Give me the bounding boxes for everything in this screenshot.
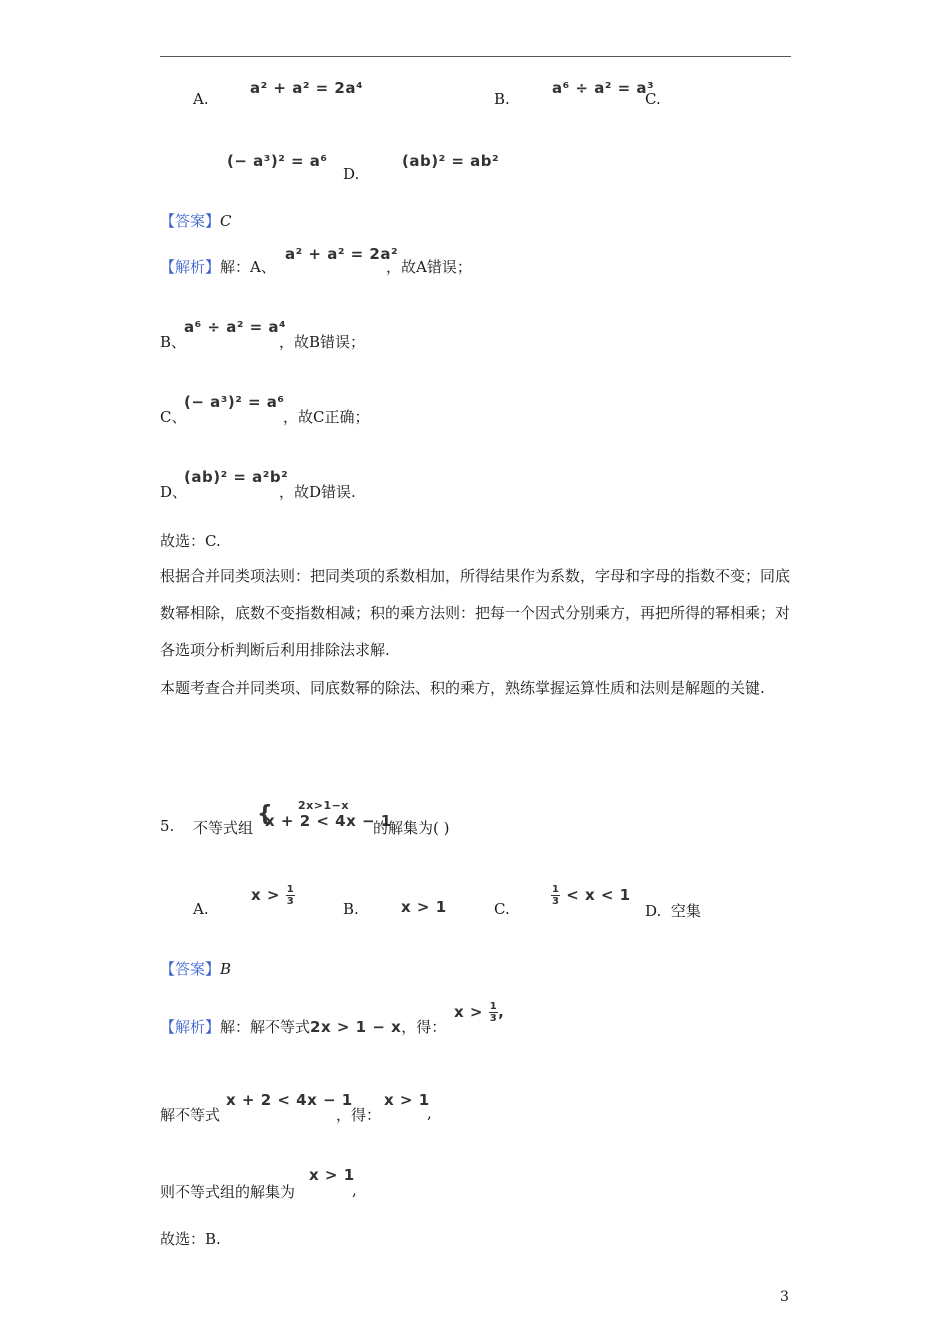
- analysis-line1-prefix: 解：解不等式: [220, 1018, 311, 1036]
- frac-numerator: 1: [552, 884, 560, 895]
- q5-stem-prefix: 不等式组: [193, 819, 254, 837]
- analysis-line3-result: x > 1: [309, 1166, 355, 1184]
- analysis-a-math: a² + a² = 2a²: [285, 245, 399, 263]
- analysis-line1-fraction: [489, 1001, 498, 1024]
- analysis-a-prefix: 解：A、: [220, 258, 276, 276]
- analysis-line2-ineq: x + 2 < 4x − 1: [226, 1091, 353, 1109]
- page-number: 3: [780, 1289, 789, 1305]
- analysis-c-prefix: C、: [160, 408, 187, 426]
- option-b-math: a⁶ ÷ a² = a³: [552, 79, 655, 97]
- analysis-d-math: (ab)² = a²b²: [184, 468, 289, 486]
- analysis-line2-prefix: 解不等式: [160, 1106, 221, 1124]
- q5-option-c-label: C.: [494, 900, 510, 918]
- frac-denominator: 3: [286, 896, 295, 907]
- option-b-label: B.: [494, 90, 510, 108]
- q5-answer-line: [160, 958, 231, 979]
- q5-option-d-text: 空集: [670, 902, 701, 920]
- analysis-b-prefix: B、: [160, 333, 187, 351]
- analysis-b-suffix: ，故B错误；: [279, 333, 366, 351]
- answer-value: B: [220, 960, 232, 978]
- q5-option-a-math: [251, 884, 295, 907]
- option-d-label: D.: [343, 165, 360, 183]
- option-a-label: A.: [193, 90, 209, 108]
- analysis-line1-end: ,: [498, 1003, 505, 1021]
- option-c-label: C.: [645, 90, 661, 108]
- analysis-line2-mid: ，得：: [336, 1106, 382, 1124]
- header-rule: [160, 56, 791, 57]
- q5-option-c-suffix: < x < 1: [566, 886, 631, 904]
- frac-numerator: 1: [286, 884, 295, 895]
- q5-option-a-prefix: x >: [251, 886, 280, 904]
- analysis-line1-mid: ，得：: [401, 1018, 447, 1036]
- q5-option-b-label: B.: [343, 900, 359, 918]
- system-bottom-ineq: x + 2 < 4x − 1: [265, 812, 392, 830]
- analysis-line1-result-prefix: x >: [454, 1003, 483, 1021]
- answer-tag: 【答案】: [160, 212, 221, 230]
- analysis-tag: 【解析】: [160, 258, 221, 276]
- q5-analysis-line1: [160, 1016, 446, 1037]
- frac-denominator: 3: [489, 1013, 498, 1024]
- analysis-line3-end: ,: [352, 1181, 357, 1199]
- q4-answer-line: [160, 210, 232, 231]
- q5-option-a-label: A.: [193, 900, 209, 918]
- q5-option-d-label: [645, 900, 701, 921]
- frac-denominator: 3: [552, 896, 560, 907]
- analysis-line1-ineq: 2x > 1 − x: [310, 1018, 402, 1036]
- q5-option-d-letter: D.: [645, 902, 662, 920]
- answer-tag: 【答案】: [160, 960, 221, 978]
- q5-option-c-math: [551, 884, 631, 907]
- analysis-a-suffix: ，故A错误；: [386, 258, 472, 276]
- analysis-line2-result: x > 1: [384, 1091, 430, 1109]
- q4-method-paragraph: 根据合并同类项法则：把同类项的系数相加，所得结果作为系数，字母和字母的指数不变；同底数幂相除，底数不变指数相减；积的乘方法则：把每一个因式分别乘方，再把所得的幂相乘；对各选项分析判断后利用排除法求解.: [160, 567, 791, 659]
- q5-option-b-math: x > 1: [401, 898, 447, 916]
- q4-review-paragraph: 本题考查合并同类项、同底数幂的除法、积的乘方，熟练掌握运算性质和法则是解题的关键.: [160, 679, 765, 697]
- analysis-line1-result: [454, 1001, 504, 1024]
- q5-choose: 故选：B.: [160, 1230, 221, 1248]
- option-c-math: (− a³)² = a⁶: [227, 152, 328, 170]
- q5-option-a-fraction: [286, 884, 295, 907]
- option-d-math: (ab)² = ab²: [402, 152, 500, 170]
- system-brace: {: [257, 802, 273, 827]
- frac-numerator: 1: [489, 1001, 498, 1012]
- q4-analysis-line-a: [160, 256, 276, 277]
- option-a-math: a² + a² = 2a⁴: [250, 79, 364, 97]
- analysis-c-math: (− a³)² = a⁶: [184, 393, 285, 411]
- analysis-line2-end: ,: [427, 1104, 432, 1122]
- analysis-b-math: a⁶ ÷ a² = a⁴: [184, 318, 287, 336]
- q5-stem-suffix: 的解集为( ): [373, 819, 450, 837]
- system-top-ineq: 2x>1−x: [298, 799, 349, 812]
- analysis-line3-prefix: 则不等式组的解集为: [160, 1183, 296, 1201]
- analysis-d-prefix: D、: [160, 483, 188, 501]
- answer-value: C: [220, 212, 232, 230]
- analysis-c-suffix: ，故C正确；: [283, 408, 370, 426]
- analysis-tag: 【解析】: [160, 1018, 221, 1036]
- q5-number: 5.: [160, 817, 175, 835]
- analysis-d-suffix: ，故D错误.: [279, 483, 356, 501]
- q4-choose: 故选：C.: [160, 532, 221, 550]
- q5-option-c-fraction: [551, 884, 560, 907]
